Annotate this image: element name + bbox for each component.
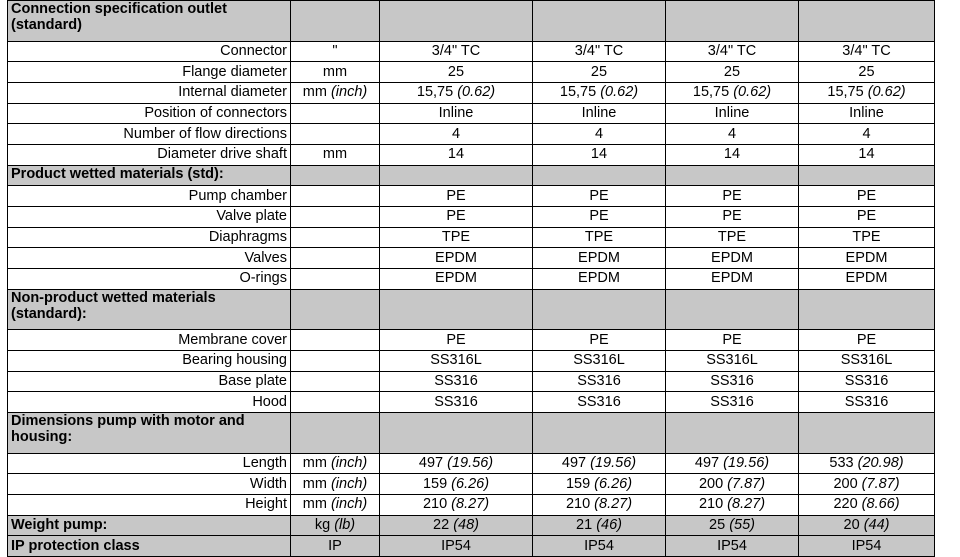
- value-text: 14: [858, 146, 875, 163]
- row-unit: [291, 392, 380, 413]
- value-text: PE: [446, 208, 466, 225]
- value-text: 14: [723, 146, 741, 163]
- spec-row: [8, 144, 935, 165]
- value-text: Inline: [438, 104, 474, 121]
- value-text: 220: [833, 496, 862, 513]
- row-title: Weight pump:: [8, 515, 291, 536]
- value-italic-text: (20.98): [857, 454, 904, 471]
- value-cell: [799, 453, 935, 474]
- value-cell: [533, 41, 666, 62]
- value-cell: [533, 474, 666, 495]
- value-cell: [380, 474, 533, 495]
- value-italic-text: (0.62): [733, 84, 772, 101]
- section-header-row: [8, 289, 935, 330]
- value-cell: [799, 103, 935, 124]
- unit-text: kg: [314, 516, 335, 533]
- section-header-empty-cell: [380, 413, 533, 454]
- row-label: Height: [8, 494, 291, 515]
- value-cell: [533, 536, 666, 557]
- row-label: Number of flow directions: [8, 124, 291, 145]
- value-cell: [799, 371, 935, 392]
- value-text: SS316: [844, 393, 889, 410]
- section-header-row: [8, 413, 935, 454]
- section-header-empty-cell: [666, 289, 799, 330]
- spec-row: [8, 474, 935, 495]
- value-text: SS316: [844, 372, 889, 389]
- section-header-empty-cell: [291, 1, 380, 42]
- row-unit: [291, 248, 380, 269]
- specification-table-body: [8, 1, 935, 557]
- section-header-empty-cell: [799, 289, 935, 330]
- section-header-empty-cell: [533, 165, 666, 186]
- value-text: SS316L: [430, 352, 482, 369]
- value-text: 210: [422, 496, 452, 513]
- row-label: Position of connectors: [8, 103, 291, 124]
- spec-row: [8, 62, 935, 83]
- value-cell: [666, 536, 799, 557]
- value-italic-text: (8.27): [727, 496, 766, 513]
- section-title: Product wetted materials (std):: [8, 165, 291, 186]
- value-cell: [533, 494, 666, 515]
- value-cell: [666, 248, 799, 269]
- value-text: SS316: [434, 372, 478, 389]
- value-italic-text: (8.27): [451, 496, 490, 513]
- spec-row: [8, 207, 935, 228]
- value-cell: [533, 330, 666, 351]
- value-italic-text: (6.26): [451, 475, 490, 492]
- section-header-empty-cell: [799, 165, 935, 186]
- value-cell: [380, 536, 533, 557]
- value-text: 497: [694, 454, 724, 471]
- value-text: 210: [565, 496, 595, 513]
- value-text: 14: [447, 146, 465, 163]
- value-text: Inline: [581, 104, 617, 121]
- value-cell: [799, 62, 935, 83]
- value-cell: [799, 330, 935, 351]
- value-text: PE: [589, 208, 609, 225]
- value-cell: [666, 62, 799, 83]
- value-text: 20: [843, 516, 864, 533]
- value-cell: [533, 124, 666, 145]
- value-cell: [799, 82, 935, 103]
- value-text: 14: [590, 146, 608, 163]
- value-cell: [799, 350, 935, 371]
- value-text: Inline: [714, 104, 750, 121]
- value-italic-text: (19.56): [723, 454, 770, 471]
- unit-text: mm: [302, 496, 331, 513]
- value-text: 200: [698, 475, 728, 492]
- value-cell: [666, 227, 799, 248]
- spec-row: [8, 269, 935, 290]
- unit-italic-text: (inch): [330, 84, 368, 101]
- spec-row: [8, 227, 935, 248]
- value-text: SS316L: [706, 352, 758, 369]
- value-text: 4: [594, 125, 604, 142]
- value-italic-text: (55): [729, 516, 755, 533]
- value-text: PE: [722, 187, 742, 204]
- value-text: 159: [565, 475, 595, 492]
- value-cell: [666, 124, 799, 145]
- value-cell: [799, 515, 935, 536]
- value-italic-text: (8.27): [594, 496, 633, 513]
- value-text: EPDM: [845, 249, 888, 266]
- value-text: 4: [727, 125, 737, 142]
- spec-row: [8, 453, 935, 474]
- row-unit: [291, 330, 380, 351]
- spec-row: [8, 392, 935, 413]
- value-cell: [380, 227, 533, 248]
- value-cell: [533, 62, 666, 83]
- row-unit: [291, 494, 380, 515]
- section-header-empty-cell: [291, 413, 380, 454]
- value-cell: [380, 494, 533, 515]
- unit-text: IP: [328, 537, 342, 554]
- section-header-empty-cell: [380, 1, 533, 42]
- value-text: 4: [862, 125, 871, 142]
- value-cell: [799, 392, 935, 413]
- value-cell: [533, 227, 666, 248]
- value-cell: [533, 269, 666, 290]
- section-header-empty-cell: [799, 1, 935, 42]
- value-italic-text: (48): [453, 516, 479, 533]
- value-cell: [380, 62, 533, 83]
- row-unit: [291, 269, 380, 290]
- value-text: SS316L: [573, 352, 625, 369]
- value-italic-text: (44): [863, 516, 890, 533]
- value-cell: [666, 392, 799, 413]
- row-label: Internal diameter: [8, 82, 291, 103]
- spec-row: [8, 350, 935, 371]
- row-label: Length: [8, 453, 291, 474]
- value-cell: [380, 124, 533, 145]
- value-text: 15,75: [692, 84, 734, 101]
- unit-italic-text: (lb): [334, 516, 356, 533]
- row-unit: [291, 350, 380, 371]
- value-italic-text: (7.87): [727, 475, 766, 492]
- row-label: Diameter drive shaft: [8, 144, 291, 165]
- value-cell: [666, 494, 799, 515]
- value-text: EPDM: [711, 270, 753, 287]
- value-text: PE: [856, 187, 877, 204]
- value-text: SS316: [710, 372, 754, 389]
- value-text: EPDM: [711, 249, 753, 266]
- section-header-empty-cell: [533, 289, 666, 330]
- value-text: EPDM: [435, 270, 477, 287]
- value-cell: [666, 207, 799, 228]
- value-cell: [799, 536, 935, 557]
- value-text: 159: [422, 475, 452, 492]
- value-text: 497: [561, 454, 591, 471]
- row-label: Pump chamber: [8, 186, 291, 207]
- unit-italic-text: (inch): [330, 496, 368, 513]
- value-cell: [799, 41, 935, 62]
- value-text: EPDM: [435, 249, 477, 266]
- section-title: Connection specification outlet (standard): [8, 1, 291, 42]
- value-cell: [380, 82, 533, 103]
- value-cell: [666, 453, 799, 474]
- value-text: PE: [589, 331, 609, 348]
- value-cell: [799, 269, 935, 290]
- value-cell: [799, 227, 935, 248]
- spec-row: [8, 330, 935, 351]
- row-unit: [291, 227, 380, 248]
- value-cell: [666, 186, 799, 207]
- value-cell: [533, 186, 666, 207]
- row-unit: [291, 103, 380, 124]
- section-header-empty-cell: [291, 289, 380, 330]
- value-cell: [380, 330, 533, 351]
- value-cell: [533, 248, 666, 269]
- value-text: EPDM: [578, 249, 620, 266]
- value-cell: [533, 103, 666, 124]
- value-italic-text: (8.66): [861, 496, 900, 513]
- value-italic-text: (19.56): [590, 454, 637, 471]
- value-cell: [799, 186, 935, 207]
- row-unit: [291, 371, 380, 392]
- unit-text: mm: [322, 63, 348, 80]
- value-text: TPE: [584, 229, 614, 246]
- value-cell: [380, 269, 533, 290]
- value-cell: [533, 207, 666, 228]
- unit-text: mm: [322, 146, 348, 163]
- ip-row: [8, 536, 935, 557]
- value-text: IP54: [717, 537, 747, 554]
- value-italic-text: (7.87): [861, 475, 900, 492]
- row-label: Membrane cover: [8, 330, 291, 351]
- value-text: IP54: [441, 537, 471, 554]
- value-cell: [380, 392, 533, 413]
- value-text: 3/4" TC: [842, 42, 891, 59]
- value-text: 21: [576, 516, 597, 533]
- unit-text: mm: [302, 84, 331, 101]
- section-header-empty-cell: [799, 413, 935, 454]
- value-text: 25: [858, 63, 875, 80]
- value-text: EPDM: [578, 270, 620, 287]
- value-cell: [799, 474, 935, 495]
- value-cell: [666, 474, 799, 495]
- value-text: 210: [698, 496, 728, 513]
- section-header-row: [8, 165, 935, 186]
- value-cell: [666, 144, 799, 165]
- value-cell: [666, 103, 799, 124]
- value-text: TPE: [717, 229, 747, 246]
- row-unit: [291, 207, 380, 228]
- value-cell: [380, 248, 533, 269]
- value-text: PE: [856, 331, 877, 348]
- value-cell: [533, 82, 666, 103]
- value-cell: [799, 144, 935, 165]
- spec-row: [8, 103, 935, 124]
- unit-italic-text: (inch): [330, 454, 368, 471]
- row-unit: [291, 144, 380, 165]
- value-text: PE: [722, 208, 742, 225]
- value-cell: [380, 453, 533, 474]
- value-cell: [666, 330, 799, 351]
- section-header-empty-cell: [380, 289, 533, 330]
- row-label: Width: [8, 474, 291, 495]
- row-label: Flange diameter: [8, 62, 291, 83]
- value-text: 25: [723, 63, 741, 80]
- value-cell: [799, 494, 935, 515]
- value-italic-text: (6.26): [594, 475, 633, 492]
- value-text: SS316: [710, 393, 754, 410]
- value-cell: [666, 515, 799, 536]
- value-text: TPE: [852, 229, 881, 246]
- value-text: PE: [589, 187, 609, 204]
- value-cell: [666, 82, 799, 103]
- value-text: 497: [418, 454, 448, 471]
- section-title: Dimensions pump with motor and housing:: [8, 413, 291, 454]
- row-unit: [291, 453, 380, 474]
- value-text: 200: [833, 475, 862, 492]
- unit-text: mm: [302, 454, 331, 471]
- unit-text: ": [332, 42, 338, 59]
- weight-row: [8, 515, 935, 536]
- specification-table: [7, 0, 935, 557]
- value-cell: [380, 207, 533, 228]
- value-text: 3/4" TC: [431, 42, 481, 59]
- row-label: Base plate: [8, 371, 291, 392]
- row-label: Diaphragms: [8, 227, 291, 248]
- row-label: Hood: [8, 392, 291, 413]
- section-header-empty-cell: [380, 165, 533, 186]
- row-unit: [291, 82, 380, 103]
- value-cell: [666, 371, 799, 392]
- value-cell: [533, 371, 666, 392]
- row-label: Connector: [8, 41, 291, 62]
- value-italic-text: (19.56): [447, 454, 494, 471]
- section-header-empty-cell: [666, 413, 799, 454]
- value-cell: [533, 453, 666, 474]
- value-text: IP54: [584, 537, 614, 554]
- value-text: 25: [709, 516, 730, 533]
- spec-row: [8, 186, 935, 207]
- value-italic-text: (0.62): [600, 84, 639, 101]
- row-unit: [291, 41, 380, 62]
- value-text: SS316: [577, 393, 621, 410]
- section-header-empty-cell: [666, 1, 799, 42]
- value-cell: [533, 515, 666, 536]
- value-cell: [666, 269, 799, 290]
- value-text: IP54: [851, 537, 882, 554]
- row-label: O-rings: [8, 269, 291, 290]
- value-text: 3/4" TC: [574, 42, 624, 59]
- value-text: PE: [856, 208, 877, 225]
- section-header-row: [8, 1, 935, 42]
- value-text: Inline: [849, 104, 884, 121]
- value-text: 533: [829, 454, 858, 471]
- value-text: 22: [433, 516, 454, 533]
- value-cell: [380, 144, 533, 165]
- value-text: 15,75: [827, 84, 868, 101]
- unit-text: mm: [302, 475, 331, 492]
- value-text: PE: [722, 331, 742, 348]
- value-text: 15,75: [559, 84, 601, 101]
- value-text: 15,75: [416, 84, 458, 101]
- row-label: Valve plate: [8, 207, 291, 228]
- value-italic-text: (0.62): [867, 84, 906, 101]
- spec-row: [8, 124, 935, 145]
- value-text: SS316: [577, 372, 621, 389]
- row-label: Valves: [8, 248, 291, 269]
- row-unit: [291, 474, 380, 495]
- value-italic-text: (46): [596, 516, 622, 533]
- value-cell: [380, 186, 533, 207]
- value-text: 4: [451, 125, 461, 142]
- row-unit: [291, 515, 380, 536]
- value-cell: [380, 103, 533, 124]
- row-unit: [291, 124, 380, 145]
- value-cell: [380, 41, 533, 62]
- value-cell: [799, 207, 935, 228]
- row-unit: [291, 62, 380, 83]
- value-text: 25: [447, 63, 465, 80]
- section-title: Non-product wetted materials (standard):: [8, 289, 291, 330]
- value-cell: [533, 392, 666, 413]
- value-cell: [533, 144, 666, 165]
- value-cell: [380, 515, 533, 536]
- section-header-empty-cell: [291, 165, 380, 186]
- row-title: IP protection class: [8, 536, 291, 557]
- row-unit: [291, 536, 380, 557]
- section-header-empty-cell: [666, 165, 799, 186]
- row-unit: [291, 186, 380, 207]
- spec-row: [8, 41, 935, 62]
- row-label: Bearing housing: [8, 350, 291, 371]
- value-italic-text: (0.62): [457, 84, 496, 101]
- value-text: PE: [446, 187, 466, 204]
- section-header-empty-cell: [533, 413, 666, 454]
- value-cell: [666, 41, 799, 62]
- value-cell: [666, 350, 799, 371]
- value-text: SS316: [434, 393, 478, 410]
- spec-row: [8, 371, 935, 392]
- section-header-empty-cell: [533, 1, 666, 42]
- value-text: 25: [590, 63, 608, 80]
- spec-row: [8, 494, 935, 515]
- value-text: PE: [446, 331, 466, 348]
- value-text: TPE: [441, 229, 471, 246]
- value-text: SS316L: [840, 352, 893, 369]
- value-cell: [380, 371, 533, 392]
- value-cell: [799, 124, 935, 145]
- value-text: 3/4" TC: [707, 42, 757, 59]
- unit-italic-text: (inch): [330, 475, 368, 492]
- spec-row: [8, 248, 935, 269]
- value-cell: [533, 350, 666, 371]
- value-text: EPDM: [845, 270, 888, 287]
- value-cell: [799, 248, 935, 269]
- spec-row: [8, 82, 935, 103]
- value-cell: [380, 350, 533, 371]
